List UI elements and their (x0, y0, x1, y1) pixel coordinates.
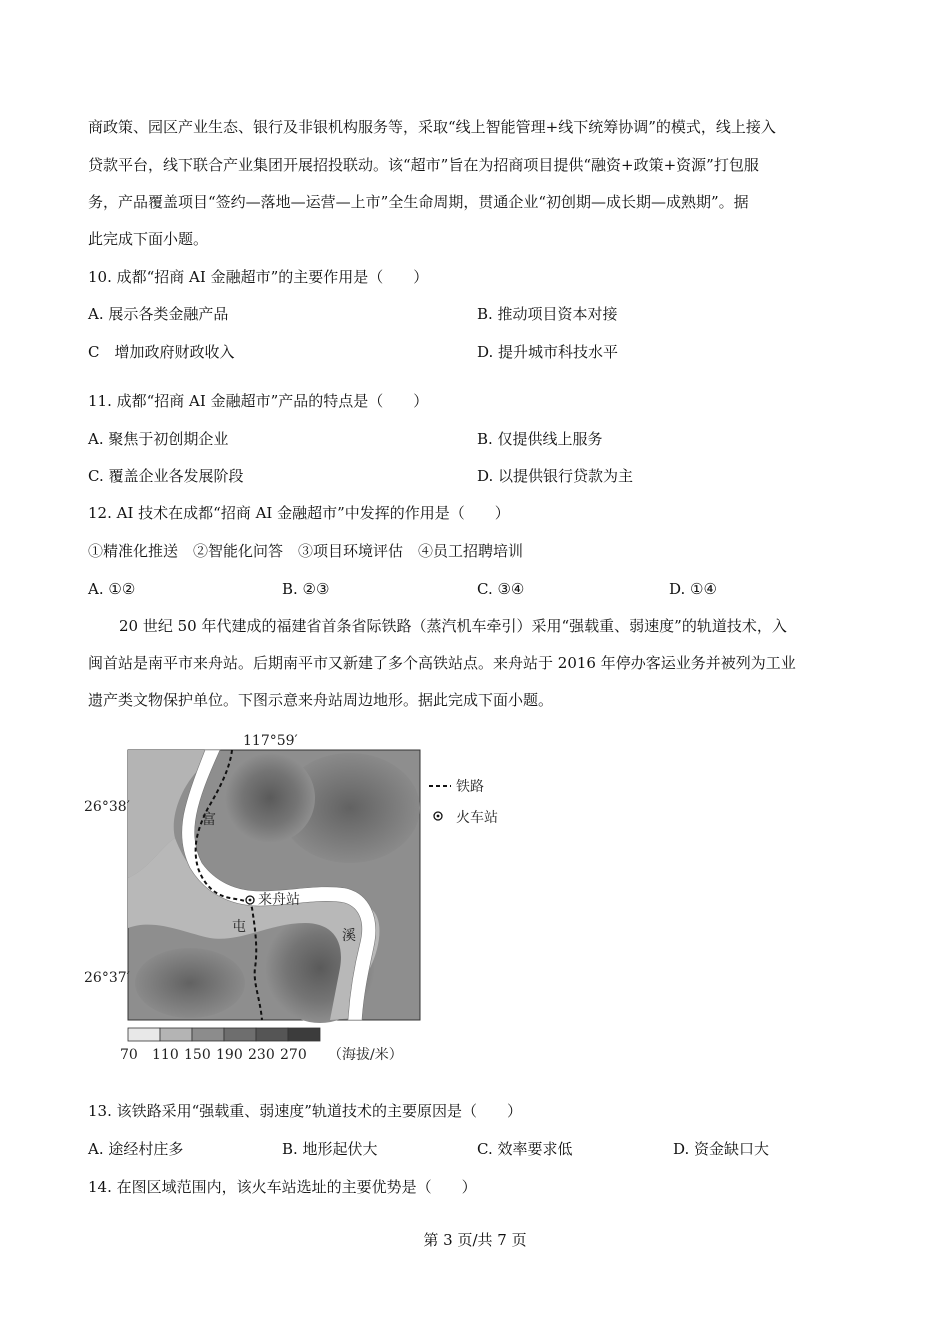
question-12-option-b: B. ②③ (282, 580, 330, 598)
question-10-option-b: B. 推动项目资本对接 (477, 305, 618, 323)
latitude-top-label: 26°38′ (84, 799, 130, 815)
question-10-option-a: A. 展示各类金融产品 (88, 305, 229, 323)
legend-station-label: 火车站 (456, 810, 498, 826)
question-13-option-c: C. 效率要求低 (477, 1140, 573, 1158)
question-13-option-a: A. 途经村庄多 (88, 1140, 184, 1158)
legend-station-dot (437, 815, 440, 818)
question-12-items: ①精准化推送 ②智能化问答 ③项目环境评估 ④员工招聘培训 (88, 542, 524, 560)
question-14-stem: 14. 在图区域范围内，该火车站选址的主要优势是（ ） (88, 1178, 477, 1196)
question-13-option-b: B. 地形起伏大 (282, 1140, 378, 1158)
question-10-option-c: C 增加政府财政收入 (88, 343, 235, 361)
intro-line-3: 务，产品覆盖项目“签约—落地—运营—上市”全生命周期，贯通企业“初创期—成长期—成熟期”。据 (88, 193, 749, 211)
question-11-option-d: D. 以提供银行贷款为主 (477, 467, 634, 485)
intro-line-1: 商政策、园区产业生态、银行及非银机构服务等，采取“线上智能管理+线下统筹协调”的模式，线上接入 (88, 118, 776, 136)
hill-southwest (135, 948, 245, 1018)
passage2-line-3: 遗产类文物保护单位。下图示意来舟站周边地形。据此完成下面小题。 (88, 691, 554, 709)
question-12-stem: 12. AI 技术在成都“招商 AI 金融超市”中发挥的作用是（ ） (88, 504, 510, 522)
scale-swatch (160, 1028, 192, 1041)
question-12-option-d: D. ①④ (669, 580, 717, 598)
passage2-line-2: 闽首站是南平市来舟站。后期南平市又新建了多个高铁站点。来舟站于 2016 年停办客运业务并被列为工业 (88, 654, 796, 672)
scale-swatch (256, 1028, 288, 1041)
question-10-stem: 10. 成都“招商 AI 金融超市”的主要作用是（ ） (88, 268, 429, 286)
page-number: 第 3 页/共 7 页 (423, 1231, 527, 1249)
scale-tick-label: 110 (152, 1047, 179, 1063)
scale-tick-label: 190 (216, 1047, 243, 1063)
legend-railway-label: 铁路 (456, 779, 484, 795)
question-11-option-b: B. 仅提供线上服务 (477, 430, 603, 448)
river-label-tun: 屯 (232, 919, 246, 935)
passage2-line-1: 20 世纪 50 年代建成的福建省首条省际铁路（蒸汽机车牵引）采用“强载重、弱速度”的轨道技术，入 (119, 617, 787, 635)
scale-swatch (224, 1028, 256, 1041)
question-13-stem: 13. 该铁路采用“强载重、弱速度”轨道技术的主要原因是（ ） (88, 1102, 522, 1120)
scale-tick-label: 150 (184, 1047, 211, 1063)
scale-tick-label: 230 (248, 1047, 275, 1063)
intro-line-2: 贷款平台，线下联合产业集团开展招投联动。该“超市”旨在为招商项目提供“融资+政策+资源”打包服 (88, 156, 759, 174)
river-label-xi: 溪 (342, 928, 356, 944)
intro-line-4: 此完成下面小题。 (88, 230, 209, 248)
scale-tick-label: 270 (280, 1047, 307, 1063)
scale-swatch (288, 1028, 320, 1041)
scale-unit-label: （海拔/米） (328, 1047, 403, 1063)
laizhou-station-dot (249, 899, 252, 902)
question-12-option-a: A. ①② (88, 580, 136, 598)
question-13-option-d: D. 资金缺口大 (673, 1140, 770, 1158)
scale-swatch (128, 1028, 160, 1041)
question-10-option-d: D. 提升城市科技水平 (477, 343, 619, 361)
question-12-option-c: C. ③④ (477, 580, 525, 598)
elevation-scale (120, 1028, 403, 1063)
terrain-map-figure (80, 728, 530, 1078)
scale-tick-label: 70 (120, 1047, 138, 1063)
question-11-option-c: C. 覆盖企业各发展阶段 (88, 467, 244, 485)
hill-north (225, 753, 315, 843)
station-label: 来舟站 (258, 892, 300, 908)
latitude-bottom-label: 26°37′ (84, 970, 130, 986)
longitude-label: 117°59′ (243, 733, 298, 749)
river-label-fu: 富 (202, 812, 216, 828)
scale-swatch (192, 1028, 224, 1041)
question-11-option-a: A. 聚焦于初创期企业 (88, 430, 229, 448)
terrain-map (80, 728, 530, 1078)
question-11-stem: 11. 成都“招商 AI 金融超市”产品的特点是（ ） (88, 392, 429, 410)
